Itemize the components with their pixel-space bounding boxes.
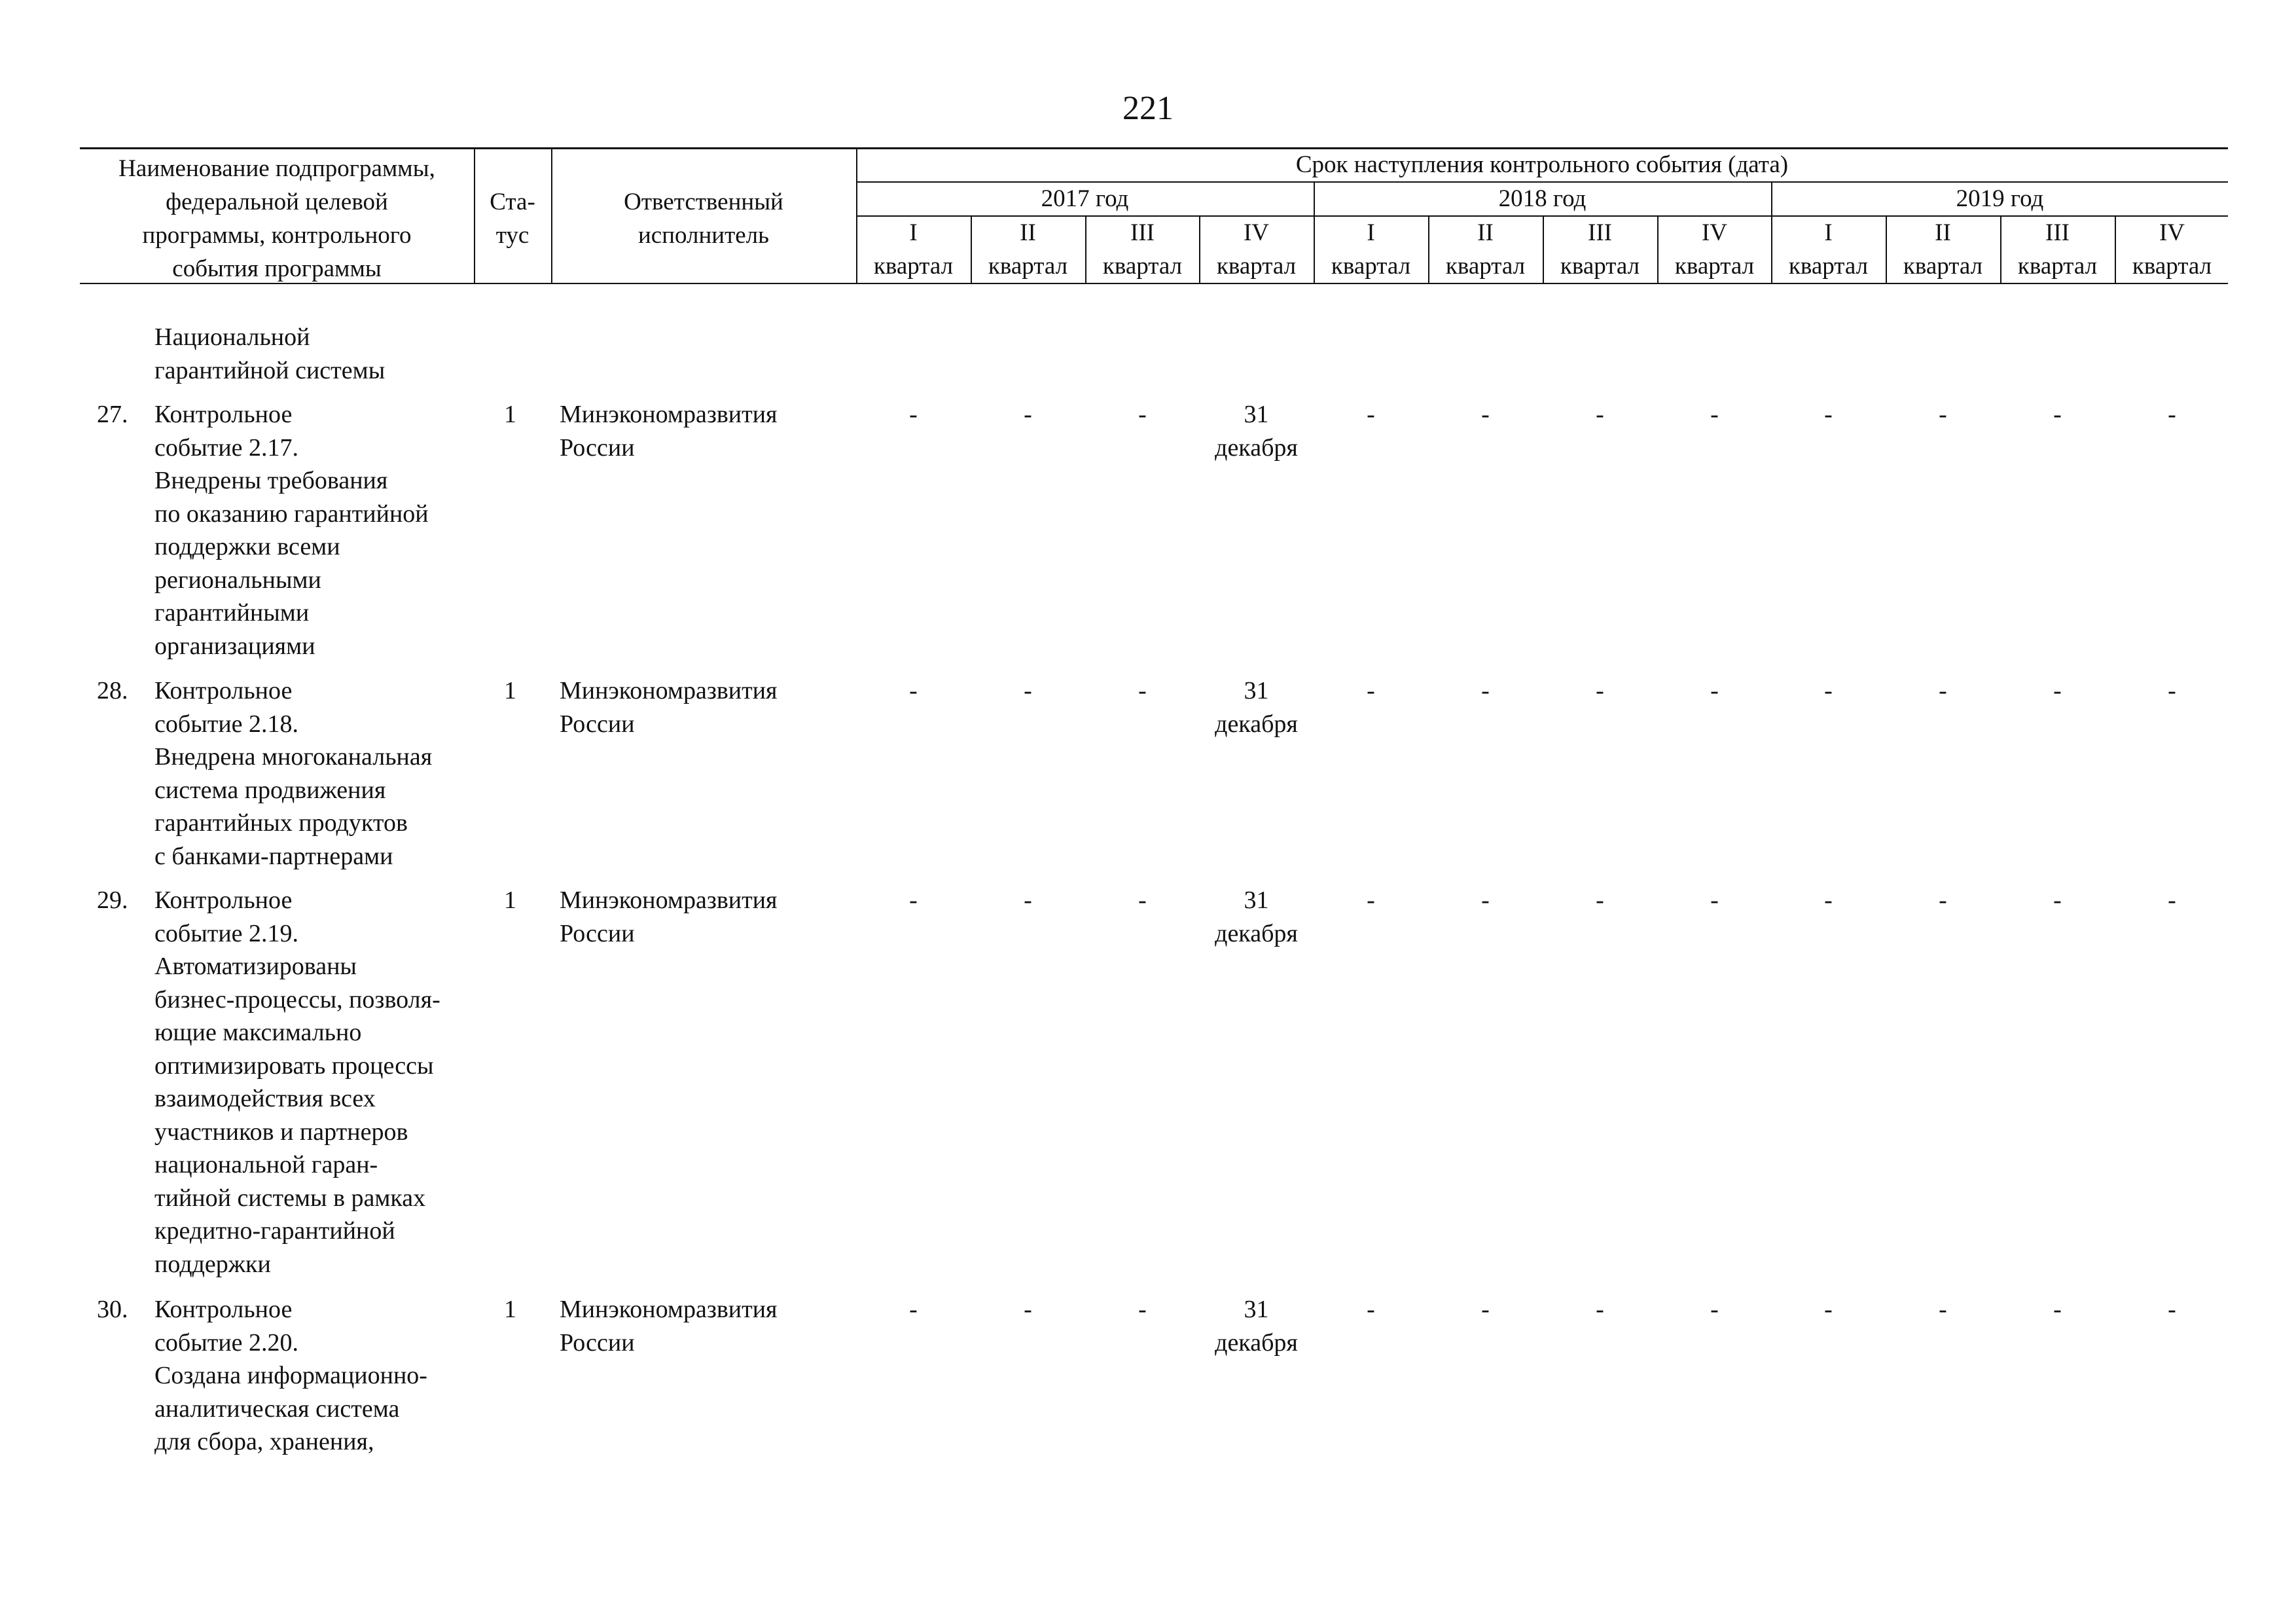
row-quarter-value: - <box>1367 677 1375 704</box>
row-name-line: организациями <box>154 632 315 660</box>
header-quarter-word: квартал <box>2017 253 2098 280</box>
header-quarter-word: квартал <box>1560 253 1640 280</box>
row-quarter-value: - <box>1596 886 1604 914</box>
row-name-line: система продвижения <box>154 776 386 804</box>
header-quarter-numeral: III <box>1130 219 1155 246</box>
row-quarter-value: - <box>1481 1296 1490 1323</box>
date-month: декабря <box>1215 433 1298 462</box>
row-name-line: событие 2.17. <box>154 433 299 462</box>
row-quarter-date <box>1199 884 1314 950</box>
row-quarter-value: - <box>1824 401 1833 428</box>
header-quarter-numeral: IV <box>1243 219 1270 246</box>
row-quarter-value: - <box>1710 1296 1719 1323</box>
header-status-col-line: тус <box>495 222 529 249</box>
header-quarter-word: квартал <box>1102 253 1183 280</box>
row-name-line: региональными <box>154 566 321 594</box>
row-name-line: поддержки всеми <box>154 533 340 560</box>
header-quarter-numeral: IV <box>2159 219 2185 246</box>
header-quarter-word: квартал <box>1788 253 1869 280</box>
row-name-line: Контрольное <box>154 677 293 704</box>
row-quarter-value: - <box>1481 886 1490 914</box>
date-month: декабря <box>1215 919 1298 947</box>
row-quarter-value: - <box>2168 886 2176 914</box>
row-quarter-value: - <box>1824 677 1833 704</box>
header-quarter-numeral: III <box>2045 219 2070 246</box>
row-quarter-value: - <box>1138 1296 1147 1323</box>
header-quarter-word: квартал <box>988 253 1068 280</box>
row-quarter-value: - <box>1939 677 1947 704</box>
row-quarter-value: - <box>1824 886 1833 914</box>
row-quarter-value: - <box>1939 886 1947 914</box>
row-name-line: событие 2.18. <box>154 710 299 738</box>
row-quarter-value: - <box>2053 401 2062 428</box>
row-executor-line: России <box>560 710 635 738</box>
header-quarter-word: квартал <box>1903 253 1983 280</box>
date-month: декабря <box>1215 1328 1298 1357</box>
row-executor-line: Минэкономразвития <box>560 401 778 428</box>
row-quarter-value: - <box>909 1296 918 1323</box>
row-name-line: кредитно-гарантийной <box>154 1217 395 1245</box>
header-name-col-line: события программы <box>172 255 382 282</box>
row-quarter-value: - <box>1481 401 1490 428</box>
header-quarter-word: квартал <box>1445 253 1526 280</box>
row-status: 1 <box>504 401 516 428</box>
header-quarter-numeral: I <box>909 219 918 246</box>
header-status-col-line: Ста- <box>490 189 535 215</box>
row-quarter-value: - <box>2053 677 2062 704</box>
header-name-col-line: федеральной целевой <box>166 189 388 215</box>
row-name-line: взаимодействия всех <box>154 1085 376 1112</box>
header-quarter-numeral: II <box>1020 219 1036 246</box>
row-status: 1 <box>504 1296 516 1323</box>
header-year: 2019 год <box>1956 185 2044 212</box>
row-name-line: Контрольное <box>154 1296 293 1323</box>
row-name-line: поддержки <box>154 1250 271 1278</box>
date-month: декабря <box>1215 710 1298 738</box>
row-name-line: ющие максимально <box>154 1019 362 1046</box>
header-quarter-word: квартал <box>1331 253 1411 280</box>
row-name-line: с банками-партнерами <box>154 842 393 870</box>
row-name-line: Внедрена многоканальная <box>154 743 433 771</box>
header-quarter-word: квартал <box>2132 253 2212 280</box>
date-day: 31 <box>1244 886 1269 914</box>
row-quarter-value: - <box>1824 1296 1833 1323</box>
row-name-line: аналитическая система <box>154 1395 400 1423</box>
row-name-line: гарантийных продуктов <box>154 809 408 837</box>
header-quarter-numeral: III <box>1588 219 1612 246</box>
row-quarter-value: - <box>1939 401 1947 428</box>
row-quarter-value: - <box>1596 677 1604 704</box>
row-quarter-value: - <box>1024 401 1032 428</box>
row-name-line: гарантийными <box>154 599 310 627</box>
row-executor-line: России <box>560 433 635 462</box>
row-quarter-value: - <box>2168 1296 2176 1323</box>
row-number: 29. <box>97 886 128 914</box>
row-quarter-value: - <box>1710 886 1719 914</box>
header-name-col-line: Наименование подпрограммы, <box>118 155 435 182</box>
header-quarter-word: квартал <box>1216 253 1297 280</box>
row-quarter-value: - <box>1710 401 1719 428</box>
row-name-line: оптимизировать процессы <box>154 1051 434 1080</box>
row-quarter-value: - <box>1138 677 1147 704</box>
row-executor-line: России <box>560 919 635 947</box>
row-quarter-value: - <box>1024 1296 1032 1323</box>
row-name-line: событие 2.19. <box>154 919 299 947</box>
page-number: 221 <box>1122 90 1174 127</box>
row-name-line: Создана информационно- <box>154 1362 427 1389</box>
row-name-line: Контрольное <box>154 886 293 914</box>
row-name-line: участников и партнеров <box>154 1118 408 1146</box>
row-name-line: Внедрены требования <box>154 467 388 494</box>
header-name-col-line: программы, контрольного <box>142 222 412 249</box>
row-executor-line: России <box>560 1328 635 1357</box>
row-quarter-value: - <box>1367 401 1375 428</box>
date-day: 31 <box>1244 401 1269 428</box>
row-quarter-value: - <box>909 401 918 428</box>
row-executor-line: Минэкономразвития <box>560 886 778 914</box>
row-quarter-value: - <box>2168 401 2176 428</box>
row-status: 1 <box>504 677 516 704</box>
header-quarter-word: квартал <box>1674 253 1755 280</box>
row-executor-line: Минэкономразвития <box>560 1296 778 1323</box>
row-quarter-value: - <box>2168 677 2176 704</box>
row-quarter-value: - <box>2053 886 2062 914</box>
row-number: 27. <box>97 401 128 428</box>
row-quarter-value: - <box>1481 677 1490 704</box>
header-year: 2017 год <box>1041 185 1129 212</box>
row-number: 30. <box>97 1296 128 1323</box>
row-quarter-value: - <box>1596 401 1604 428</box>
row-quarter-value: - <box>1710 677 1719 704</box>
header-quarter-numeral: II <box>1477 219 1494 246</box>
row-name-line: национальной гаран- <box>154 1151 378 1178</box>
row-executor-line: Минэкономразвития <box>560 677 778 704</box>
row-status: 1 <box>504 886 516 914</box>
header-quarter-numeral: I <box>1367 219 1375 246</box>
header-quarter-word: квартал <box>873 253 954 280</box>
row-quarter-value: - <box>909 886 918 914</box>
row-quarter-value: - <box>1138 401 1147 428</box>
row-name-line: бизнес-процессы, позволя- <box>154 985 440 1013</box>
header-quarter-numeral: IV <box>1701 219 1728 246</box>
row-name-line: по оказанию гарантийной <box>154 500 429 528</box>
header-quarter-numeral: II <box>1935 219 1951 246</box>
row-number: 28. <box>97 677 128 704</box>
row-quarter-value: - <box>1138 886 1147 914</box>
row-name-line: для сбора, хранения, <box>154 1428 374 1455</box>
row-quarter-date <box>1199 1293 1314 1359</box>
date-day: 31 <box>1244 677 1269 704</box>
row-quarter-value: - <box>1367 1296 1375 1323</box>
row-quarter-value: - <box>1596 1296 1604 1323</box>
header-date-group: Срок наступления контрольного события (дата) <box>1295 151 1789 178</box>
continuation-line: гарантийной системы <box>154 356 386 384</box>
header-executor-col-line: Ответственный <box>624 189 783 215</box>
row-name-line: Контрольное <box>154 401 293 428</box>
header-quarter-numeral: I <box>1824 219 1833 246</box>
row-name-line: Автоматизированы <box>154 953 357 980</box>
header-year: 2018 год <box>1498 185 1587 212</box>
date-day: 31 <box>1244 1296 1269 1323</box>
row-quarter-value: - <box>1939 1296 1947 1323</box>
row-name-line: тийной системы в рамках <box>154 1184 426 1212</box>
row-quarter-value: - <box>909 677 918 704</box>
continuation-line: Национальной <box>154 323 310 351</box>
row-quarter-value: - <box>1367 886 1375 914</box>
row-quarter-value: - <box>1024 886 1032 914</box>
row-quarter-value: - <box>2053 1296 2062 1323</box>
row-quarter-value: - <box>1024 677 1032 704</box>
row-quarter-date <box>1199 674 1314 740</box>
row-quarter-date <box>1199 398 1314 464</box>
row-name-line: событие 2.20. <box>154 1328 299 1357</box>
header-executor-col-line: исполнитель <box>637 222 770 249</box>
